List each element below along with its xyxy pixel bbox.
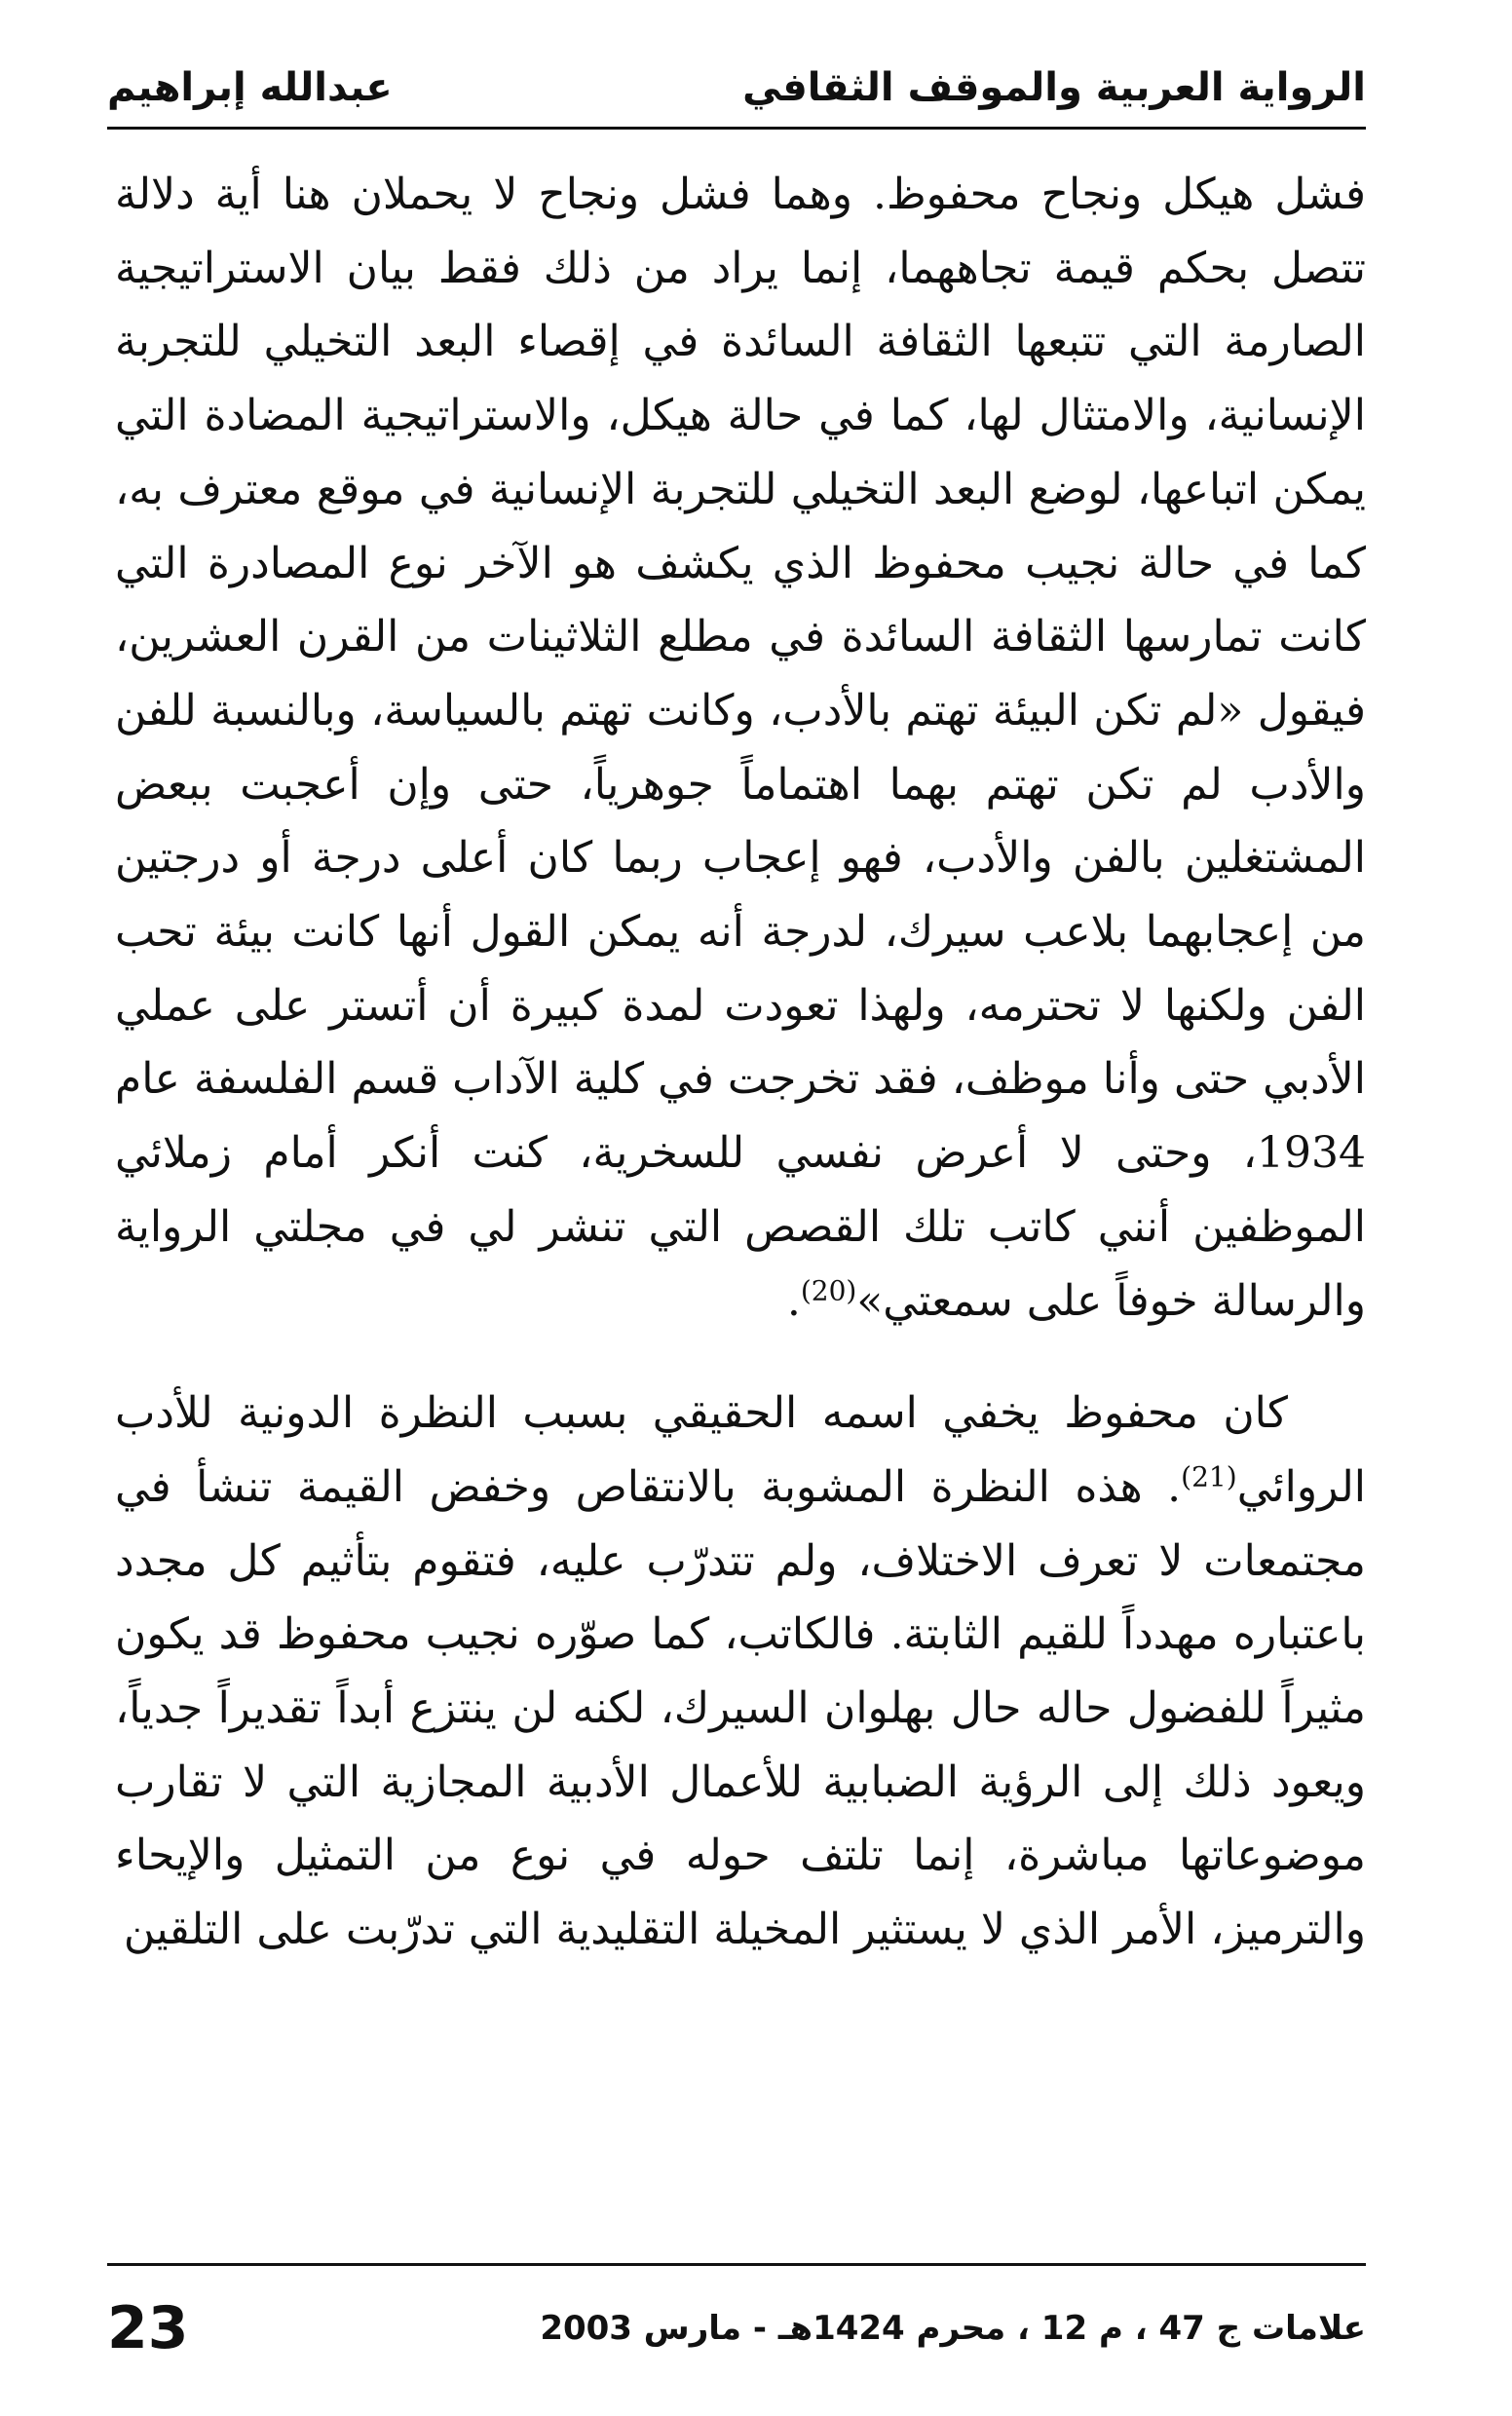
footnote-ref-21: (21) xyxy=(1181,1460,1237,1493)
footnote-ref-20: (20) xyxy=(800,1273,857,1306)
header-title: الرواية العربية والموقف الثقافي xyxy=(742,65,1366,110)
running-footer xyxy=(107,2280,1366,2377)
header-rule xyxy=(107,127,1366,130)
running-header xyxy=(107,49,1366,127)
body-text xyxy=(115,158,1366,2221)
footer-rule xyxy=(107,2263,1366,2266)
header-author: عبدالله إبراهيم xyxy=(107,65,393,110)
paragraph-1 xyxy=(115,158,1366,1338)
journal-citation: علامات ج 47 ، م 12 ، محرم 1424هـ - مارس 2003 xyxy=(540,2309,1366,2348)
paragraph-2 xyxy=(115,1377,1366,1967)
paragraph-1-text: فشل هيكل ونجاح محفوظ. وهما فشل ونجاح لا يحملان هنا أية دلالة تتصل بحكم قيمة تجاههما، إنما يراد من ذلك فقط بيان الاستراتيجية الصارمة التي تتبعها الثقافة السائدة في إقصاء البعد التخيلي للتجربة الإنسانية، والامتثال لها، كما في حالة هيكل، والاستراتيجية المضادة التي يمكن اتباعها، لوضع البعد التخيلي للتجربة الإنسانية في موقع معترف به، كما في حالة نجيب محفوظ الذي يكشف هو الآخر نوع المصادرة التي كانت تمارسها الثقافة السائدة في مطلع الثلاثينات من القرن العشرين، فيقول «لم تكن البيئة تهتم بالأدب، وكانت تهتم بالسياسة، وبالنسبة للفن والأدب لم تكن تهتم بهما اهتماماً جوهرياً، حتى وإن أعجبت ببعض المشتغلين بالفن والأدب، فهو إعجاب ربما كان أعلى درجة أو درجتين من إعجابهما بلاعب سيرك، لدرجة أنه يمكن القول أنها كانت بيئة تحب الفن ولكنها لا تحترمه، ولهذا تعودت لمدة كبيرة أن أتستر على عملي الأدبي حتى وأنا موظف، فقد تخرجت في كلية الآداب قسم الفلسفة عام 1934، وحتى لا أعرض نفسي للسخرية، كنت أنكر أمام زملائي الموظفين أنني كاتب تلك القصص التي تنشر لي في مجلتي الرواية والرسالة خوفاً على سمعتي» xyxy=(115,170,1366,1326)
paragraph-1-tail: . xyxy=(786,1275,801,1326)
paragraph-2-text: كان محفوظ يخفي اسمه الحقيقي بسبب النظرة الدونية للأدب الروائي xyxy=(115,1388,1366,1512)
page-number: 23 xyxy=(107,2294,189,2362)
paragraph-2-tail: . هذه النظرة المشوبة بالانتقاص وخفض القيمة تنشأ في مجتمعات لا تعرف الاختلاف، ولم تتدرّب عليه، فتقوم بتأثيم كل مجدد باعتباره مهدداً للقيم الثابتة. فالكاتب، كما صوّره نجيب محفوظ قد يكون مثيراً للفضول حاله حال بهلوان السيرك، لكنه لن ينتزع أبداً تقديراً جدياً، ويعود ذلك إلى الرؤية الضبابية للأعمال الأدبية المجازية التي لا تقارب موضوعاتها مباشرة، إنما تلتف حوله في نوع من التمثيل والإيحاء والترميز، الأمر الذي لا يستثير المخيلة التقليدية التي تدرّبت على التلقين xyxy=(115,1461,1367,1955)
